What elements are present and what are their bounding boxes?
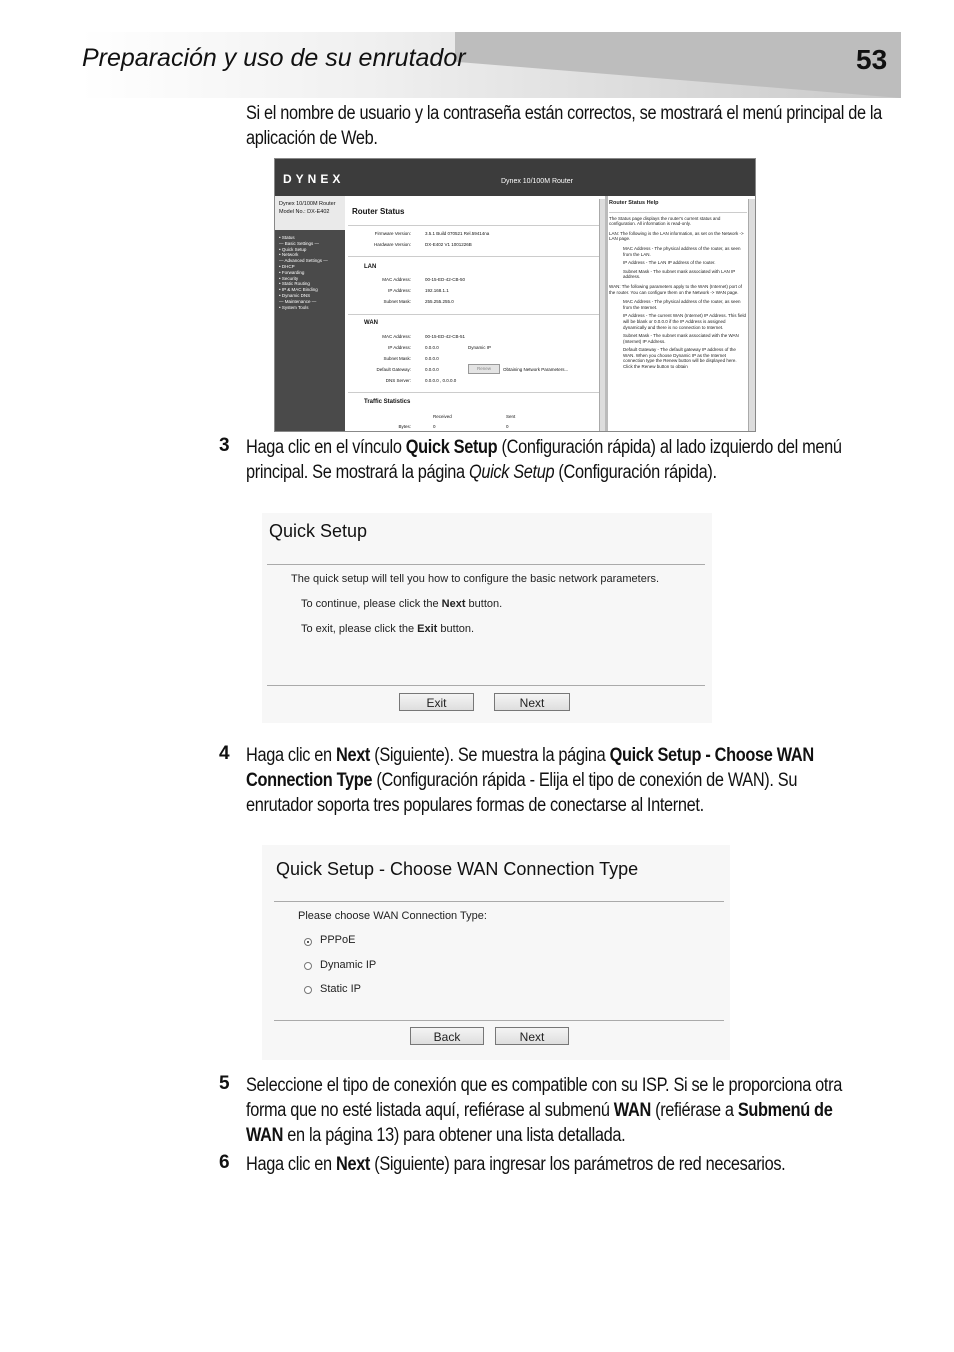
- lan-ip-value: 192.168.1.1: [425, 288, 449, 293]
- router-menu-item[interactable]: • DHCP: [279, 263, 295, 269]
- quick-setup-exit: To exit, please click the Exit button.: [301, 623, 475, 635]
- page-header-title: Preparación y uso de su enrutador: [82, 44, 466, 72]
- wan-ip-type: Dynamic IP: [468, 345, 492, 350]
- router-status-screenshot: [274, 158, 756, 432]
- next-button[interactable]: Next: [494, 693, 570, 711]
- step-5-text: Seleccione el tipo de conexión que es compatible con su ISP. Si se le proporciona otra forma que no esté listada aquí, refiérase al submenú WAN (refiérase a Submenú de WAN en la página 13) para obtener una lista detallada.: [246, 1075, 842, 1146]
- exit-button[interactable]: Exit: [399, 693, 474, 711]
- help-b3: Subnet Mask - The subnet mask associated with LAN IP address.: [623, 268, 736, 280]
- router-banner-text: Dynex 10/100M Router: [501, 178, 573, 185]
- wan-type-title: Quick Setup - Choose WAN Connection Type: [276, 859, 639, 879]
- wan-title: WAN: [364, 320, 378, 326]
- router-status-help: [609, 199, 747, 370]
- help-b6: Subnet Mask - The subnet mask associated with the WAN (Internet) IP Address.: [623, 333, 739, 344]
- wan-type-prompt: Please choose WAN Connection Type:: [298, 910, 487, 922]
- step-5-number: 5: [219, 1073, 230, 1094]
- help-b5: IP Address - The current WAN (Internet) IP Address. This field will be blank or 0.0.0.0 if the IP Address is assigned dynamically and there is no connection to Internet.: [623, 313, 747, 330]
- wan-mac-value: 00-15-ED-42-CB-51: [425, 334, 466, 339]
- router-menu-item[interactable]: • Status: [279, 235, 295, 240]
- help-b2: IP Address - The LAN IP address of the router.: [623, 260, 716, 266]
- step-4-number: 4: [219, 743, 230, 764]
- router-menu-item[interactable]: • IP & MAC Binding: [279, 287, 318, 293]
- obtaining-text: Obtaining Network Parameters...: [503, 367, 569, 372]
- wan-ip-value: 0.0.0.0: [425, 345, 439, 350]
- router-menu-item[interactable]: • Network: [279, 252, 299, 258]
- wan-ip-label: IP Address:: [388, 345, 411, 350]
- quick-setup-screenshot: [262, 513, 712, 723]
- help-b1: MAC Address - The physical address of the router, as seen from the LAN.: [623, 245, 741, 257]
- wan-mac-label: MAC Address:: [382, 334, 411, 339]
- router-menu-item[interactable]: • Security: [279, 275, 299, 281]
- router-status-main: [275, 159, 605, 431]
- wan-gateway-label: Default Gateway:: [376, 367, 411, 372]
- step-6-number: 6: [219, 1152, 230, 1173]
- lan-mask-value: 255.255.255.0: [425, 299, 454, 304]
- wan-next-button[interactable]: Next: [495, 1027, 569, 1045]
- hardware-value: DX-E402 V1 1001226B: [425, 242, 472, 247]
- hardware-label: Hardware Version:: [373, 242, 411, 247]
- sent-header: Sent: [506, 414, 516, 419]
- firmware-label: Firmware Version:: [374, 231, 411, 236]
- router-menu-item[interactable]: • Dynamic DNS: [279, 292, 311, 298]
- bytes-sent: 0: [506, 424, 509, 429]
- firmware-value: 3.5.1 Build 070521 Rel.59414na: [425, 231, 490, 236]
- bytes-received: 0: [433, 424, 436, 429]
- step-4-text: Haga clic en Next (Siguiente). Se muestra la página Quick Setup - Choose WAN Connection Type (Configuración rápida - Elija el tipo de conexión de WAN). Su enrutador soporta tres populares formas de conectarse al Internet.: [246, 745, 814, 816]
- router-menu-item[interactable]: — Advanced Settings —: [279, 258, 328, 264]
- received-header: Received: [433, 414, 452, 419]
- step-3-number: 3: [219, 435, 230, 456]
- renew-button[interactable]: Renew: [468, 364, 500, 374]
- router-menu-item[interactable]: — Basic Settings —: [279, 240, 320, 246]
- step-3-text: Haga clic en el vínculo Quick Setup (Configuración rápida) al lado izquierdo del menú principal. Se mostrará la página Quick Setup (Configuración rápida).: [246, 437, 842, 483]
- option-static-ip-label: Static IP: [320, 983, 361, 995]
- dynex-logo: DYNEX: [283, 172, 345, 186]
- intro-paragraph: Si el nombre de usuario y la contraseña están correctos, se mostrará el menú principal de la aplicación de Web.: [246, 103, 882, 149]
- help-b4: MAC Address - The physical address of the router, as seen from the Internet.: [623, 299, 741, 310]
- frame-separator: [605, 196, 608, 431]
- radio-dynamic-ip[interactable]: [304, 962, 312, 970]
- router-menu-item[interactable]: • System Tools: [279, 304, 309, 310]
- lan-mac-label: MAC Address:: [382, 277, 411, 282]
- radio-static-ip[interactable]: [304, 986, 312, 994]
- help-title: Router Status Help: [609, 200, 659, 206]
- help-p1: The Status page displays the router's current status and configuration. All information is read-only.: [609, 212, 747, 227]
- radio-pppoe[interactable]: [304, 938, 312, 946]
- traffic-title: Traffic Statistics: [364, 399, 411, 405]
- router-status-title: Router Status: [352, 207, 405, 216]
- quick-setup-continue: To continue, please click the Next button.: [301, 598, 503, 610]
- wan-mask-value: 0.0.0.0: [425, 356, 439, 361]
- help-scrollbar[interactable]: [748, 199, 755, 431]
- back-button[interactable]: Back: [410, 1027, 484, 1045]
- bytes-label: Bytes:: [398, 424, 411, 429]
- lan-title: LAN: [364, 264, 377, 270]
- lan-mask-label: Subnet Mask:: [383, 299, 411, 304]
- option-dynamic-ip-label: Dynamic IP: [320, 959, 377, 971]
- quick-setup-title: Quick Setup: [269, 521, 368, 541]
- wan-mask-label: Subnet Mask:: [383, 356, 411, 361]
- quick-setup-intro: The quick setup will tell you how to configure the basic network parameters.: [291, 573, 660, 585]
- router-menu-item[interactable]: • Static Routing: [279, 281, 310, 287]
- help-b7: Default Gateway - The default gateway IP address of the WAN. When you choose Dynamic IP as the Internet connection type the Renew button will be displayed here. Click the Renew button to obtain: [623, 347, 737, 370]
- model-line-1: Dynex 10/100M Router: [279, 201, 336, 207]
- model-line-2: Model No.: DX-E402: [279, 209, 330, 215]
- lan-ip-label: IP Address:: [388, 288, 411, 293]
- help-p2: LAN: The following is the LAN information, as set on the Network -> LAN page.: [609, 230, 744, 242]
- help-p3: WAN: The following parameters apply to the WAN (Internet) port of the router. You can configure them on the Network -> WAN page.: [609, 283, 742, 295]
- option-pppoe-label: PPPoE: [320, 934, 356, 946]
- wan-dns-value: 0.0.0.0 , 0.0.0.0: [425, 378, 457, 383]
- wan-type-screenshot: [262, 845, 730, 1060]
- page-number: 53: [856, 44, 888, 75]
- router-menu-item[interactable]: — Maintenance —: [279, 298, 317, 304]
- wan-dns-label: DNS Server:: [385, 378, 411, 383]
- router-menu-item[interactable]: • Forwarding: [279, 269, 305, 275]
- step-6-text: Haga clic en Next (Siguiente) para ingresar los parámetros de red necesarios.: [246, 1154, 786, 1175]
- router-menu-item[interactable]: • Quick Setup: [279, 246, 307, 252]
- lan-mac-value: 00-15-ED-42-CB-50: [425, 277, 466, 282]
- wan-gateway-value: 0.0.0.0: [425, 367, 439, 372]
